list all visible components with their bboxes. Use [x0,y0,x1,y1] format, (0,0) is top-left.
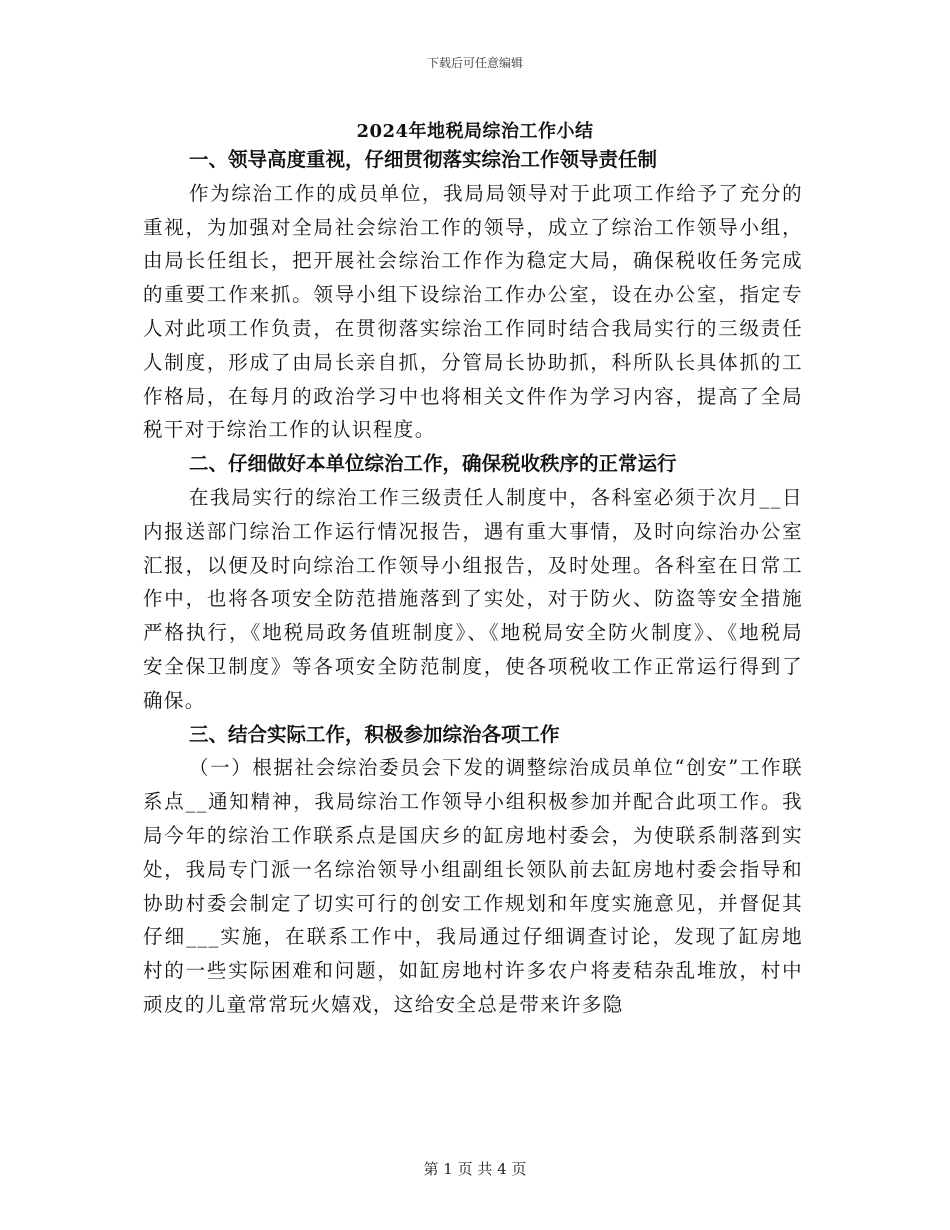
section-paragraph-3: （一）根据社会综治委员会下发的调整综治成员单位“创安”工作联系点__通知精神，我局综治工作领导小组积极参加并配合此项工作。我局今年的综治工作联系点是国庆乡的缸房地村委会，为使联系制落到实处，我局专门派一名综治领导小组副组长领队前去缸房地村委会指导和协助村委会制定了切实可行的创安工作规划和年度实施意见，并督促其仔细___实施，在联系工作中，我局通过仔细调查讨论，发现了缸房地村的一些实际困难和问题，如缸房地村许多农户将麦秸杂乱堆放，村中顽皮的儿童常常玩火嬉戏，这给安全总是带来许多隐 [143,756,803,1016]
section-paragraph-2: 在我局实行的综治工作三级责任人制度中，各科室必须于次月__日内报送部门综治工作运行情况报告，遇有重大事情，及时向综治办公室汇报，以便及时向综治工作领导小组报告，及时处理。各科室在日常工作中，也将各项安全防范措施落到了实处，对于防火、防盗等安全措施严格执行，《地税局政务值班制度》、《地税局安全防火制度》、《地税局安全保卫制度》等各项安全防范制度，使各项税收工作正常运行得到了确保。 [143,485,803,712]
section-paragraph-1: 作为综治工作的成员单位，我局局领导对于此项工作给予了充分的重视，为加强对全局社会综治工作的领导，成立了综治工作领导小组，由局长任组长，把开展社会综治工作作为稳定大局，确保税收任务完成的重要工作来抓。领导小组下设综治工作办公室，设在办公室，指定专人对此项工作负责，在贯彻落实综治工作同时结合我局实行的三级责任人制度，形成了由局长亲自抓，分管局长协助抓，科所队长具体抓的工作格局，在每月的政治学习中也将相关文件作为学习内容，提高了全局税干对于综治工作的认识程度。 [143,181,803,442]
section-heading-3: 三、结合实际工作，积极参加综治各项工作 [189,722,560,746]
section-heading-2: 二、仔细做好本单位综治工作，确保税收秩序的正常运行 [189,452,677,476]
document-title: 2024年地税局综治工作小结 [356,121,594,142]
document-body [143,143,803,1022]
header-note: 下载后可任意编辑 [426,56,523,70]
section-heading-1: 一、领导高度重视，仔细贯彻落实综治工作领导责任制 [189,148,658,171]
page-footer: 第 1 页 共 4 页 [423,1160,527,1178]
